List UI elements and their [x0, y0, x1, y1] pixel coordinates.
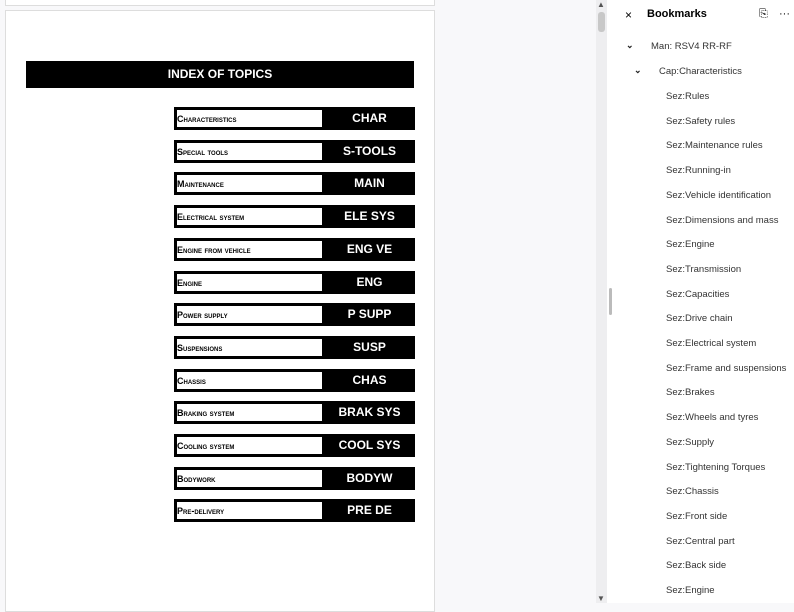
bookmark-section[interactable]: Sez:Dimensions and mass	[666, 214, 779, 226]
document-page	[5, 10, 435, 612]
topic-code[interactable]: CHAR	[352, 111, 387, 125]
topic-row[interactable]	[174, 434, 415, 457]
topic-label: Chassis	[177, 372, 322, 389]
bookmark-section[interactable]: Sez:Maintenance rules	[666, 140, 763, 152]
scrollbar-thumb[interactable]	[598, 12, 605, 32]
topic-row[interactable]	[174, 140, 415, 163]
more-options-icon[interactable]: ···	[779, 8, 790, 20]
topic-row[interactable]	[174, 401, 415, 424]
topic-code[interactable]: S-TOOLS	[342, 143, 397, 158]
topic-code[interactable]: BRAK SYS	[338, 405, 401, 420]
bookmark-chapter[interactable]: Cap:Characteristics	[659, 66, 742, 77]
topic-label: Characteristics	[177, 110, 322, 127]
topic-code[interactable]: ELE SYS	[344, 209, 395, 224]
bookmark-section[interactable]: Sez:Running-in	[666, 165, 731, 177]
topic-row[interactable]	[174, 238, 415, 261]
topic-label: Suspensions	[177, 339, 322, 356]
topic-code[interactable]: P SUPP	[347, 307, 392, 322]
topic-row[interactable]	[174, 369, 415, 392]
topic-code[interactable]: CHAS	[352, 372, 387, 387]
topic-label: Engine	[177, 274, 322, 291]
bookmark-section[interactable]: Sez:Supply	[666, 436, 715, 448]
topic-label: Maintenance	[177, 175, 322, 192]
bookmark-section[interactable]: Sez:Rules	[666, 91, 710, 102]
topic-row[interactable]	[174, 499, 415, 522]
topic-label: Power supply	[177, 306, 322, 323]
topic-row[interactable]	[174, 172, 415, 195]
bookmark-section[interactable]: Sez:Tightening Torques	[666, 461, 766, 473]
topic-code[interactable]: ENG	[356, 274, 383, 289]
bookmark-section[interactable]: Sez:Brakes	[666, 387, 715, 399]
topic-code[interactable]: MAIN	[354, 176, 385, 191]
topic-row[interactable]	[174, 271, 415, 294]
previous-page	[5, 0, 435, 6]
topic-row[interactable]	[174, 467, 415, 490]
bookmark-section[interactable]: Sez:Transmission	[666, 263, 742, 275]
document-scrollbar[interactable]	[596, 0, 607, 603]
bookmark-section[interactable]: Sez:Engine	[666, 239, 715, 251]
bookmark-section[interactable]: Sez:Engine	[666, 585, 715, 596]
bookmark-section[interactable]: Sez:Drive chain	[666, 313, 733, 325]
scroll-up-icon[interactable]: ▲	[597, 0, 605, 9]
chevron-down-icon[interactable]: ⌄	[626, 40, 634, 50]
topic-label: Engine from vehicle	[177, 241, 322, 258]
topic-code[interactable]: SUSP	[353, 339, 386, 354]
topic-row[interactable]	[174, 336, 415, 359]
topic-row[interactable]	[174, 303, 415, 326]
close-icon[interactable]: ×	[625, 8, 633, 22]
chevron-down-icon[interactable]: ⌄	[634, 65, 642, 75]
bookmark-section[interactable]: Sez:Back side	[666, 560, 727, 572]
topic-label: Braking system	[177, 404, 322, 421]
scroll-down-icon[interactable]: ▼	[597, 594, 605, 603]
topic-label: Pre-delivery	[177, 502, 322, 519]
bookmark-section[interactable]: Sez:Front side	[666, 510, 728, 522]
topic-row[interactable]	[174, 107, 415, 130]
bookmark-section[interactable]: Sez:Frame and suspensions	[666, 362, 787, 374]
panel-title: Bookmarks	[647, 8, 707, 20]
topic-code[interactable]: BODYW	[346, 470, 393, 485]
topic-label: Special tools	[177, 143, 322, 160]
topic-row[interactable]	[174, 205, 415, 228]
index-title: INDEX OF TOPICS	[26, 61, 414, 88]
bookmark-add-icon[interactable]: ⎘	[759, 8, 768, 20]
bookmark-section[interactable]: Sez:Safety rules	[666, 115, 736, 127]
bookmark-section[interactable]: Sez:Wheels and tyres	[666, 412, 759, 424]
bookmark-manual[interactable]: Man: RSV4 RR-RF	[651, 41, 732, 52]
bookmarks-panel	[607, 0, 794, 603]
topic-label: Cooling system	[177, 437, 322, 454]
topic-label: Electrical system	[177, 208, 322, 225]
topic-code[interactable]: COOL SYS	[338, 438, 401, 452]
bookmark-section[interactable]: Sez:Chassis	[666, 486, 719, 498]
topic-code[interactable]: ENG VE	[346, 241, 393, 256]
bookmark-section[interactable]: Sez:Capacities	[666, 288, 730, 300]
bookmark-section[interactable]: Sez:Vehicle identification	[666, 189, 772, 201]
bookmark-section[interactable]: Sez:Central part	[666, 535, 735, 547]
bookmark-section[interactable]: Sez:Electrical system	[666, 338, 757, 349]
topic-label: Bodywork	[177, 470, 322, 487]
panel-resize-handle[interactable]	[609, 288, 612, 315]
topic-code[interactable]: PRE DE	[347, 503, 392, 518]
